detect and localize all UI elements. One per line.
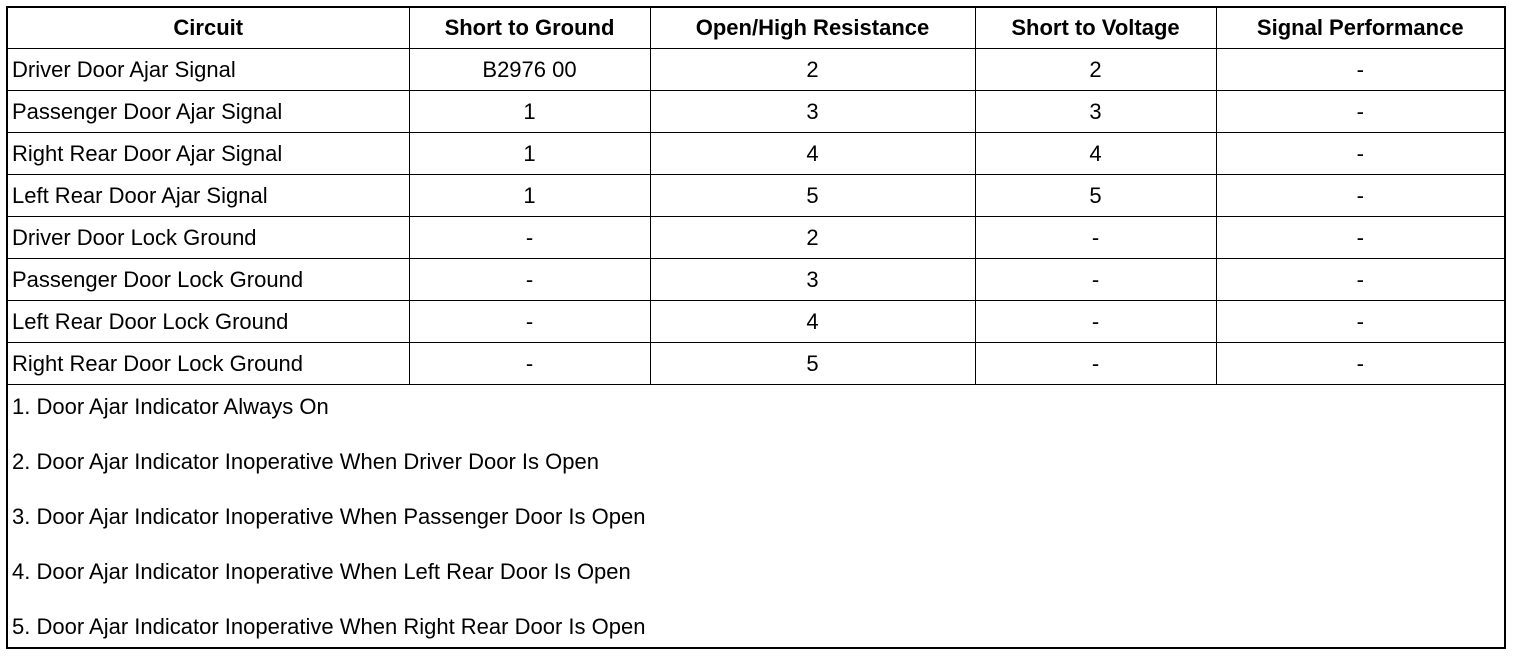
table-cell: 2: [975, 49, 1216, 91]
table-cell: -: [975, 301, 1216, 343]
table-row: [8, 133, 1504, 175]
table-cell: 5: [975, 175, 1216, 217]
table-row: [8, 259, 1504, 301]
table-body: [8, 49, 1504, 385]
column-header: Short to Voltage: [975, 8, 1216, 49]
table-cell: 5: [650, 175, 975, 217]
circuit-name-cell: Right Rear Door Ajar Signal: [8, 133, 409, 175]
table-row: [8, 343, 1504, 385]
table-cell: -: [1216, 259, 1504, 301]
table-cell: 1: [409, 133, 650, 175]
table-cell: -: [409, 217, 650, 259]
column-header: Open/High Resistance: [650, 8, 975, 49]
table-cell: -: [409, 343, 650, 385]
table-cell: -: [975, 217, 1216, 259]
circuit-name-cell: Passenger Door Ajar Signal: [8, 91, 409, 133]
table-cell: -: [1216, 217, 1504, 259]
table-cell: -: [1216, 175, 1504, 217]
table-cell: 3: [650, 91, 975, 133]
circuit-fault-table: [8, 8, 1504, 385]
circuit-name-cell: Passenger Door Lock Ground: [8, 259, 409, 301]
table-cell: -: [409, 301, 650, 343]
table-cell: -: [975, 343, 1216, 385]
table-cell: -: [1216, 133, 1504, 175]
table-cell: -: [1216, 49, 1504, 91]
footnote: 2. Door Ajar Indicator Inoperative When Driver Door Is Open: [12, 449, 599, 474]
table-cell: 3: [975, 91, 1216, 133]
table-row: [8, 91, 1504, 133]
table-header-row: [8, 8, 1504, 49]
table-row: [8, 301, 1504, 343]
table-cell: 5: [650, 343, 975, 385]
table-cell: 2: [650, 49, 975, 91]
table-cell: 2: [650, 217, 975, 259]
table-row: [8, 49, 1504, 91]
table-cell: 1: [409, 175, 650, 217]
table-cell: 1: [409, 91, 650, 133]
table-cell: -: [1216, 301, 1504, 343]
table-cell: 4: [975, 133, 1216, 175]
table-cell: -: [1216, 91, 1504, 133]
footnote: 5. Door Ajar Indicator Inoperative When Right Rear Door Is Open: [12, 614, 646, 639]
circuit-name-cell: Driver Door Ajar Signal: [8, 49, 409, 91]
table-cell: -: [409, 259, 650, 301]
circuit-name-cell: Left Rear Door Ajar Signal: [8, 175, 409, 217]
circuit-name-cell: Right Rear Door Lock Ground: [8, 343, 409, 385]
column-header: Signal Performance: [1216, 8, 1504, 49]
table-cell: -: [1216, 343, 1504, 385]
table-cell: B2976 00: [409, 49, 650, 91]
circuit-name-cell: Driver Door Lock Ground: [8, 217, 409, 259]
table-cell: 4: [650, 133, 975, 175]
diagnostic-table-sheet: [6, 6, 1506, 649]
footnote: 4. Door Ajar Indicator Inoperative When Left Rear Door Is Open: [12, 559, 631, 584]
table-cell: 3: [650, 259, 975, 301]
footnote: 3. Door Ajar Indicator Inoperative When Passenger Door Is Open: [12, 504, 646, 529]
table-cell: 4: [650, 301, 975, 343]
footnotes: [8, 385, 1504, 660]
column-header: Circuit: [8, 8, 409, 49]
table-cell: -: [975, 259, 1216, 301]
footnote: 1. Door Ajar Indicator Always On: [12, 394, 329, 419]
table-row: [8, 175, 1504, 217]
circuit-name-cell: Left Rear Door Lock Ground: [8, 301, 409, 343]
column-header: Short to Ground: [409, 8, 650, 49]
table-row: [8, 217, 1504, 259]
